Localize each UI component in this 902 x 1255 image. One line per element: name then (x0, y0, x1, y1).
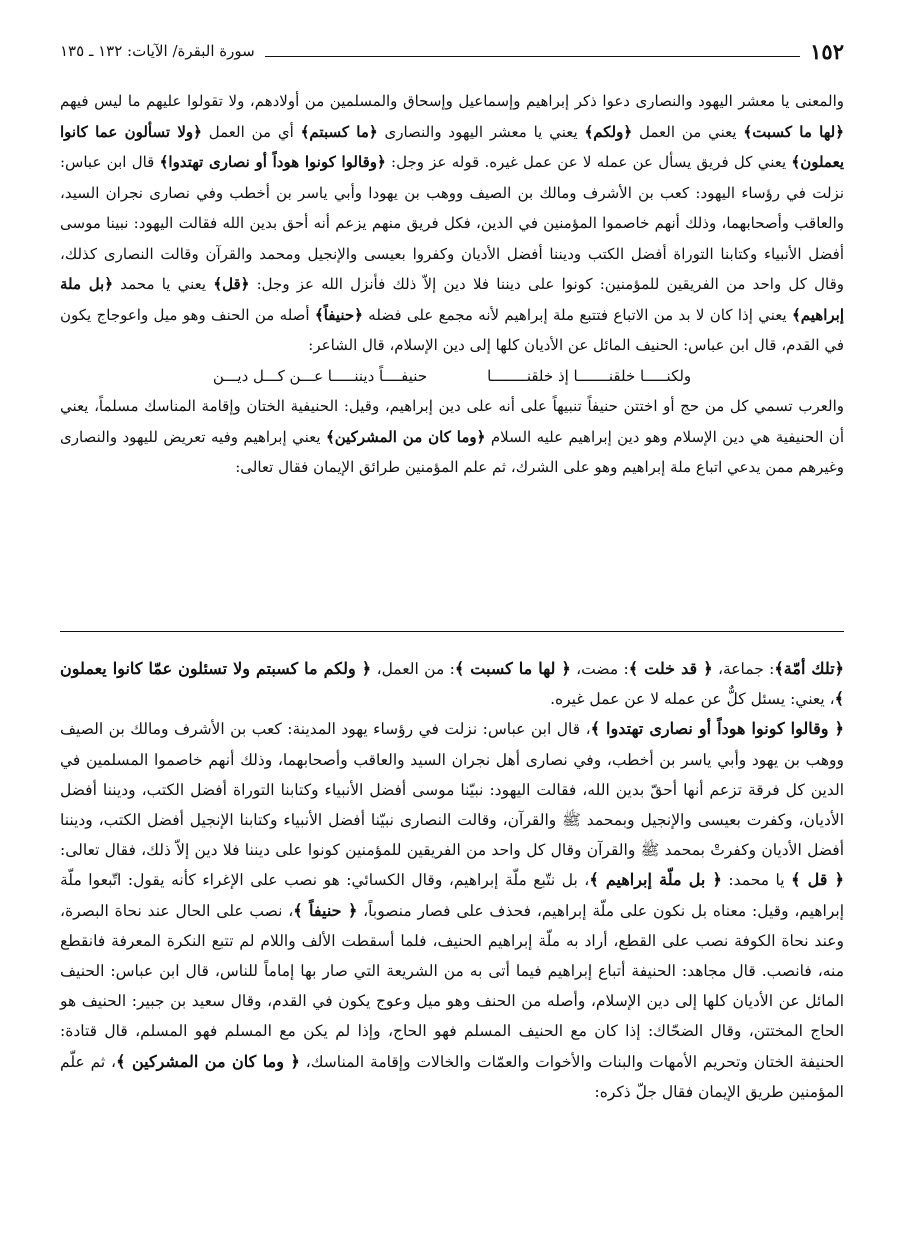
text-run: ، نصب على الحال عند نحاة البصرة، وعند نحاة الكوفة نصب على القطع، أراد به ملّة إبراهيم الحنيف، فلما أسقطت الألف واللام لم تتبع النكرة المعرفة فانقطع منه، فانصب. قال مجاهد: الحنيفة أتباع إبراهيم فيما أتى به من الشريعة التي صار بها إماماً للناس، قال ابن عباس: الحنيف المائل عن الأديان كلها إلى دين الإسلام، وأصله من الحنف وهو ميل وعوج يكون في القدم، وقال سعيد بن جبير: الحنيف هو الحاج المختتن، وقال الضحّاك: إذا كان مع الحنيف المسلم فهو الحاج، وإذا لم يكن مع المسلم فهو المسلم، قال قتادة: الحنيفة الختان وتحريم الأمهات والبنات والأخوات والعمّات والخالات وإقامة المناسك، (60, 901, 845, 1071)
quran-quote: ﴿ وما كان من المشركين ﴾ (116, 1051, 300, 1071)
upper-paragraph-1 (60, 86, 844, 361)
quran-quote: ﴿لها ما كسبت﴾ (743, 122, 844, 141)
quran-quote: ﴿ما كسبتم﴾ (300, 122, 378, 141)
text-run: يعني يا معشر اليهود والنصارى (377, 122, 585, 141)
text-run: يعني يا محمد (113, 275, 214, 293)
text-run: قال ابن عباس: نزلت في رؤساء اليهود: كعب بن الأشرف ومالك بن الصيف ووهب بن يهودا وأبي ياسر بن أخطب وفي نصارى نجران السيد، والعاقب وأصحابهما، وذلك أنهم خاصموا المؤمنين في الدين، فكل فريق منهم يزعم أنه أحق بدين الله فقالت اليهود: نبينا موسى أفضل الأنبياء وكتابنا التوراة أفضل الكتب وديننا أفضل الأديان وكفروا بعيسى والإنجيل ومحمد والقرآن وقالت النصارى كذلك، وقال كل واحد من الفريقين للمؤمنين: كونوا على ديننا فلا دين إلاّ ذلك فأنزل الله عز وجل: (60, 153, 845, 293)
text-run: ، قال ابن عباس: نزلت في رؤساء يهود المدينة: كعب بن الأشرف ومالك بن الصيف ووهب بن يهود وأبي ياسر بن أخطب، وفي نصارى أهل نجران السيد والعاقب وأصحابهما، وذلك أنهم خاصموا المسلمين في الدين كل فرقة تزعم أنها أحقّ بدين الله، فقالت اليهود: نبيّنا موسى أفضل الأنبياء وكتابنا التوراة أفضل الكتب، وديننا أفضل الأديان، وكفرت بعيسى والإنجيل وبمحمد ﷺ والقرآن، وقالت النصارى نبيّنا أفضل الأنبياء وكتابنا الإنجيل أفضل الكتب، وديننا أفضل الأديان وكفرتْ بمحمد ﷺ والقرآن وقال كل واحد من الفريقين للمؤمنين كونوا على ديننا فلا دين إلاّ ذلك، فقال تعالى: (60, 720, 844, 860)
quran-quote: ﴿ولا تسألون عما كانوا يعملون﴾ (60, 122, 845, 171)
running-title: سورة البقرة/ الآيات: ١٣٢ ـ ١٣٥ (60, 42, 255, 60)
lower-paragraph-1 (60, 654, 844, 714)
text-run: أي من العمل (201, 122, 301, 141)
quran-quote: ﴿وما كان من المشركين﴾ (325, 427, 486, 446)
quran-quote: ﴿ ولكم ما كسبتم ولا تسئلون عمّا كانوا يعملون ﴾ (60, 659, 844, 709)
text-run: يعني إذا كان لا بد من الاتباع فتتبع ملة إبراهيم لأنه مجمع على فضله (362, 305, 792, 324)
text-run: ، بل نتّبع ملّة إبراهيم، وقال الكسائي: هو نصب على الإغراء كأنه يقول: اتّبعوا ملّة إبراهيم، وقيل: معناه بل نكون على ملّة إبراهيم، فحذف على فصار منصوباً، (60, 871, 845, 920)
text-run: ، ثم علّم المؤمنين طريق الإيمان فقال جلّ ذكره: (60, 1052, 844, 1101)
quran-quote: ﴿ حنيفاً ﴾ (293, 900, 358, 920)
page-header (60, 36, 844, 66)
section-divider (60, 631, 844, 632)
quran-quote: ﴿ لها ما كسبت ﴾ (454, 659, 571, 678)
quran-quote: ﴿وقالوا كونوا هوداً أو نصارى تهتدوا﴾ (159, 153, 386, 171)
verse-hemistich-1: ولكنـــــا خلقنـــــــا إذ خلقنــــــــا (487, 366, 692, 385)
quran-quote: ﴿حنيفاً﴾ (314, 305, 363, 324)
text-run: يعني كل فريق يسأل عن عمله لا عن عمل غيره. قوله عز وجل: (385, 153, 792, 171)
text-run: : جماعة، (712, 660, 775, 678)
page-number: ١٥٢ (810, 38, 844, 64)
lower-paragraph-2 (60, 714, 844, 1107)
lower-commentary (60, 654, 844, 1107)
upper-commentary (60, 86, 844, 483)
header-rule (265, 56, 800, 57)
text-run: أصله من الحنف وهو ميل واعوجاج يكون في القدم، قال ابن عباس: الحنيف المائل عن الأديان كلها إلى دين الإسلام، قال الشاعر: (60, 305, 844, 354)
quran-quote: ﴿ قل ﴾ (791, 870, 844, 890)
quran-quote: ﴿ وقالوا كونوا هوداً أو نصارى تهتدوا ﴾ (590, 719, 844, 739)
quran-quote: ﴿بل ملة إبراهيم﴾ (60, 275, 844, 324)
text-run: : مضت، (570, 660, 629, 678)
verse-hemistich-2: حنيفــــاً ديننـــــا عـــن كـــل ديـــن (212, 366, 428, 385)
text-run: والعرب تسمي كل من حج أو اختتن حنيفاً تنبيهاً على أنه على دين إبراهيم، وقيل: الحنيفية الختان وإقامة المناسك مسلماً، يعني أن الحنيفية هي دين الإسلام وهو دين إبراهيم عليه السلام (60, 397, 844, 446)
text-run: يا محمد: (721, 871, 792, 890)
upper-paragraph-2 (60, 391, 844, 483)
text-run: يعني من العمل (632, 122, 744, 141)
text-run: يعني إبراهيم وفيه تعريض لليهود والنصارى وغيرهم ممن يدعي اتباع ملة إبراهيم وهو على الشرك، ثم علم المؤمنين طرائق الإيمان فقال تعالى: (60, 427, 844, 476)
text-run: : من العمل، (371, 660, 455, 678)
text-run: والمعنى يا معشر اليهود والنصارى دعوا ذكر إبراهيم وإسماعيل وإسحاق والمسلمين من أولادهم، ولا تقولوا عليهم ما ليس فيهم (60, 92, 844, 110)
quran-quote: ﴿تلك أمّة﴾ (774, 659, 845, 678)
quran-quote: ﴿ بل ملّة إبراهيم ﴾ (589, 870, 722, 890)
text-run: ، يعني: يسئل كلٌّ عن عمله لا عن عمل غيره. (550, 690, 835, 709)
quran-quote: ﴿ولكم﴾ (584, 122, 633, 141)
quran-quote: ﴿ قد خلت ﴾ (628, 659, 713, 678)
quran-quote: ﴿قل﴾ (213, 275, 250, 293)
poetry-verse (60, 361, 844, 392)
